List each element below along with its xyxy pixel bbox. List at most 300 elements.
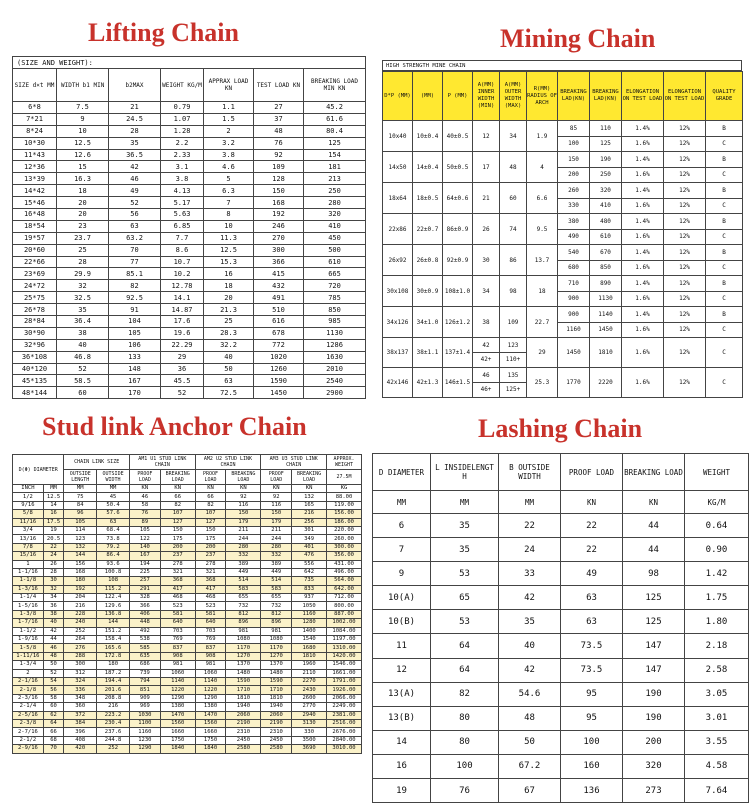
table-cell: 24 <box>43 552 64 560</box>
table-cell: 190 <box>623 706 685 730</box>
table-cell: 92 <box>254 149 304 161</box>
table-cell: 1470 <box>160 711 195 719</box>
table-cell: 11/16 <box>13 518 44 526</box>
column-header: WIDTH b1 MIN <box>57 69 109 102</box>
table-cell: 122 <box>129 535 160 543</box>
table-cell: 12% <box>664 152 706 168</box>
table-cell: 12% <box>664 291 706 307</box>
table-cell: 23.7 <box>57 232 109 244</box>
table-cell: C <box>706 260 743 276</box>
table-cell: 514 <box>261 577 292 585</box>
table-cell: 981 <box>261 627 292 635</box>
table-cell: 348 <box>64 694 97 702</box>
table-cell: 204 <box>64 594 97 602</box>
table-cell: 564.00 <box>327 577 362 585</box>
table-cell: 1810 <box>261 694 292 702</box>
table-row <box>13 669 362 677</box>
table-cell: 2430 <box>292 686 327 694</box>
table-cell: 38x137 <box>383 338 413 368</box>
table-cell: 1.6% <box>622 338 664 368</box>
table-cell: 417 <box>160 585 195 593</box>
table-cell: 42 <box>499 658 561 682</box>
lifting-chain-table <box>12 56 366 399</box>
table-cell: 108±1.0 <box>443 276 473 307</box>
table-cell: 10(A) <box>373 586 431 610</box>
table-cell: 288 <box>64 652 97 660</box>
table-header-row <box>13 69 366 102</box>
table-cell: 10*30 <box>13 137 57 149</box>
table-cell: 36.4 <box>57 316 109 328</box>
column-header: ELONGATION ON TEST LOAD <box>664 72 706 121</box>
table-cell: 837 <box>160 644 195 652</box>
table-row <box>13 568 362 576</box>
mining-chain-table <box>382 71 743 398</box>
table-cell: 26*78 <box>13 304 57 316</box>
table-cell: 22x86 <box>383 214 413 245</box>
table-cell: 2-1/4 <box>13 703 44 711</box>
table-cell: 833 <box>292 585 327 593</box>
table-cell: 1.4% <box>622 152 664 168</box>
table-cell: 324 <box>64 677 97 685</box>
table-units-row <box>13 485 362 493</box>
table-cell: 19 <box>373 779 431 803</box>
column-header: B OUTSIDE WIDTH <box>499 454 561 491</box>
table-cell: 18 <box>527 276 558 307</box>
table-cell: 48 <box>500 152 527 183</box>
table-cell: 332 <box>226 552 261 560</box>
table-cell: 24 <box>499 538 561 562</box>
table-cell: 12*36 <box>13 161 57 173</box>
table-cell: 147 <box>623 634 685 658</box>
table-cell-part: 125+ <box>505 386 521 393</box>
table-cell: 60 <box>43 703 64 711</box>
table-cell: 63 <box>561 586 623 610</box>
table-cell: 1630 <box>304 351 366 363</box>
table-cell: 278 <box>195 560 226 568</box>
table-cell: 63.2 <box>109 232 161 244</box>
table-cell: 32 <box>57 280 109 292</box>
table-cell: 230.4 <box>97 719 130 727</box>
table-cell: 13*39 <box>13 173 57 185</box>
table-cell: 8*24 <box>13 125 57 137</box>
table-cell: 320 <box>304 209 366 221</box>
table-cell: 194 <box>129 560 160 568</box>
table-cell: 1380 <box>195 703 226 711</box>
table-row <box>373 634 749 658</box>
table-cell: 63 <box>561 610 623 634</box>
table-cell: 7 <box>204 197 254 209</box>
table-cell: 2 <box>13 669 44 677</box>
table-cell-part: 42+ <box>480 356 492 363</box>
table-cell-part: 46+ <box>480 386 492 393</box>
table-cell: 900 <box>558 307 590 323</box>
table-cell: 732 <box>226 602 261 610</box>
table-cell: 116 <box>261 501 292 509</box>
table-cell: 11 <box>373 634 431 658</box>
table-cell: 250 <box>590 167 622 183</box>
table-row <box>13 232 366 244</box>
table-row <box>13 560 362 568</box>
table-cell: 366 <box>254 256 304 268</box>
table-cell: 680 <box>558 260 590 276</box>
table-cell: 321 <box>195 568 226 576</box>
table-cell: 490 <box>558 229 590 245</box>
table-row <box>383 214 743 230</box>
column-header: PROOF LOAD <box>561 454 623 491</box>
table-cell: C <box>706 198 743 214</box>
table-cell: 190 <box>590 152 622 168</box>
table-cell: 100 <box>561 730 623 754</box>
table-cell: 92.5 <box>109 292 161 304</box>
table-cell: 2580 <box>226 745 261 753</box>
table-cell: 896 <box>226 619 261 627</box>
stud-link-chain-table <box>12 454 362 754</box>
table-cell: 148 <box>109 363 161 375</box>
table-cell: 1.6% <box>622 198 664 214</box>
table-cell: 76 <box>129 510 160 518</box>
table-cell: 1660 <box>195 728 226 736</box>
table-cell: 44 <box>623 538 685 562</box>
table-cell: 420 <box>64 745 97 753</box>
table-cell: 213 <box>304 173 366 185</box>
table-cell: 300 <box>64 661 97 669</box>
table-cell: 13(A) <box>373 682 431 706</box>
table-cell: 70 <box>109 244 161 256</box>
column-header: AM2 U2 STUD LINK CHAIN <box>195 455 261 470</box>
table-cell: 200 <box>623 730 685 754</box>
table-cell: 19.6 <box>161 327 204 339</box>
table-cell: 264 <box>64 636 97 644</box>
table-cell: 175 <box>195 535 226 543</box>
table-caption-row <box>13 57 366 69</box>
table-cell: 1680 <box>292 644 327 652</box>
table-cell: 349 <box>292 535 327 543</box>
table-cell: 655 <box>261 594 292 602</box>
table-cell: 301 <box>292 526 327 534</box>
table-cell: 29 <box>527 338 558 368</box>
table-row <box>13 627 362 635</box>
table-cell: 26x92 <box>383 245 413 276</box>
table-cell: 812 <box>261 610 292 618</box>
table-cell: 12% <box>664 214 706 230</box>
table-cell: 3.55 <box>685 730 749 754</box>
table-cell: 45.2 <box>304 102 366 114</box>
table-cell: 34 <box>473 276 500 307</box>
table-row <box>13 292 366 304</box>
table-cell: 187.2 <box>97 669 130 677</box>
table-cell: 1230 <box>129 736 160 744</box>
table-cell: 366 <box>129 602 160 610</box>
table-cell: 82 <box>195 501 226 509</box>
table-cell: 523 <box>195 602 226 610</box>
table-cell: 13.7 <box>527 245 558 276</box>
table-cell: 132 <box>292 493 327 501</box>
table-cell: 514 <box>226 577 261 585</box>
table-cell: 389 <box>226 560 261 568</box>
table-cell: 7*21 <box>13 113 57 125</box>
table-cell: 125 <box>304 137 366 149</box>
table-cell: 38 <box>473 307 500 338</box>
table-cell: 18 <box>204 280 254 292</box>
table-cell: 52 <box>43 669 64 677</box>
table-cell: 53 <box>431 562 499 586</box>
table-cell: 22 <box>499 514 561 538</box>
table-cell: 150 <box>195 526 226 534</box>
table-cell: 300 <box>254 244 304 256</box>
column-header: A(MM) INNER WIDTH (MIN) <box>473 72 500 121</box>
table-cell: 2066.00 <box>327 694 362 702</box>
table-cell: 415 <box>254 268 304 280</box>
table-cell: 147 <box>623 658 685 682</box>
table-cell: 1280 <box>292 619 327 627</box>
table-cell: 18 <box>57 185 109 197</box>
table-cell: 4.13 <box>161 185 204 197</box>
table-row <box>13 594 362 602</box>
table-cell: 1.6% <box>622 136 664 152</box>
table-row <box>13 636 362 644</box>
table-cell: 88.00 <box>327 493 362 501</box>
table-cell: 40 <box>43 619 64 627</box>
table-cell: 21 <box>473 183 500 214</box>
table-cell: 64 <box>43 719 64 727</box>
table-row <box>13 644 362 652</box>
table-cell: 1286 <box>304 339 366 351</box>
table-cell: 12% <box>664 121 706 137</box>
table-cell: 115.2 <box>97 585 130 593</box>
table-cell: 158.4 <box>97 636 130 644</box>
table-cell: 1940 <box>261 703 292 711</box>
table-cell: 1-3/16 <box>13 585 44 593</box>
table-cell: 2540 <box>304 375 366 387</box>
table-cell: 77 <box>109 256 161 268</box>
table-cell: 616 <box>254 316 304 328</box>
table-cell: 86±0.9 <box>443 214 473 245</box>
table-row <box>373 658 749 682</box>
table-cell: 8.6 <box>161 244 204 256</box>
table-cell: 216 <box>97 703 130 711</box>
table-cell: 1-3/8 <box>13 610 44 618</box>
table-cell: 200 <box>558 167 590 183</box>
table-cell: 2.58 <box>685 658 749 682</box>
table-cell: 3/4 <box>13 526 44 534</box>
table-cell: 30±0.9 <box>413 276 443 307</box>
table-cell: 86 <box>500 245 527 276</box>
table-cell: 17.5 <box>43 518 64 526</box>
table-cell: 1270 <box>261 652 292 660</box>
table-cell: 13(B) <box>373 706 431 730</box>
table-row <box>13 161 366 173</box>
table-cell: 396 <box>64 728 97 736</box>
table-cell: 410 <box>304 220 366 232</box>
table-cell: 9.5 <box>527 214 558 245</box>
table-cell: 772 <box>254 339 304 351</box>
table-cell: 1840 <box>195 745 226 753</box>
table-cell: 1.4% <box>622 183 664 199</box>
table-cell: 1590 <box>261 677 292 685</box>
table-cell: 1160 <box>558 322 590 338</box>
table-cell-part: 46 <box>473 369 499 383</box>
table-cell: C <box>706 167 743 183</box>
table-cell: 50.4 <box>97 501 130 509</box>
table-cell: 581 <box>160 610 195 618</box>
table-cell: 63 <box>204 375 254 387</box>
table-cell: 64 <box>431 658 499 682</box>
table-cell: 330 <box>558 198 590 214</box>
table-cell: 91 <box>109 304 161 316</box>
table-row <box>13 543 362 551</box>
table-cell: 24.5 <box>109 113 161 125</box>
table-cell: 46 <box>129 493 160 501</box>
table-row <box>373 754 749 778</box>
table-cell: 17 <box>473 152 500 183</box>
table-cell: 150 <box>226 510 261 518</box>
lashing-chain-table <box>372 453 749 803</box>
table-cell: 37 <box>254 113 304 125</box>
table-cell: 20 <box>57 209 109 221</box>
table-cell: 54 <box>43 677 64 685</box>
table-cell: 11.3 <box>204 232 254 244</box>
table-cell: 360 <box>64 703 97 711</box>
table-cell: 5.63 <box>161 209 204 221</box>
table-cell: B <box>706 152 743 168</box>
table-cell: 201.6 <box>97 686 130 694</box>
column-header: ELONGATION ON TEST LOAD <box>622 72 664 121</box>
column-subheader: BREAKING LOAD <box>160 470 195 485</box>
table-cell: 48 <box>499 706 561 730</box>
table-cell: 20 <box>57 197 109 209</box>
table-cell: 80 <box>431 706 499 730</box>
table-row <box>373 779 749 803</box>
table-cell: 276 <box>64 644 97 652</box>
table-cell: 126±1.2 <box>443 307 473 338</box>
table-cell: 125 <box>590 136 622 152</box>
table-cell: 401 <box>292 543 327 551</box>
table-cell: 46.8 <box>57 351 109 363</box>
table-cell: 2381.00 <box>327 711 362 719</box>
table-cell: 48 <box>43 652 64 660</box>
table-cell: 1400 <box>292 627 327 635</box>
table-cell: 417 <box>195 585 226 593</box>
table-cell: 480 <box>590 214 622 230</box>
table-row <box>383 276 743 292</box>
table-cell: 3.8 <box>161 173 204 185</box>
table-cell: 32.2 <box>204 339 254 351</box>
table-cell: 336 <box>64 686 97 694</box>
table-cell: 151.2 <box>97 627 130 635</box>
table-cell: 1-5/16 <box>13 602 44 610</box>
table-cell: 132 <box>64 543 97 551</box>
column-header: A(MM) OUTER WIDTH (MAX) <box>500 72 527 121</box>
table-cell: 1-3/4 <box>13 661 44 669</box>
table-cell: 136.8 <box>97 610 130 618</box>
table-cell: 2270 <box>292 677 327 685</box>
table-cell: 14.87 <box>161 304 204 316</box>
table-cell: 260.00 <box>327 535 362 543</box>
table-cell: 22 <box>43 543 64 551</box>
table-row <box>13 510 362 518</box>
table-cell: 14 <box>373 730 431 754</box>
table-cell: 12% <box>664 136 706 152</box>
column-header: SIZE d×t MM <box>13 69 57 102</box>
table-cell: 19*57 <box>13 232 57 244</box>
table-row <box>373 730 749 754</box>
table-cell: 2-7/16 <box>13 728 44 736</box>
table-cell: 1160 <box>129 728 160 736</box>
table-cell: 1450 <box>254 387 304 399</box>
table-row <box>13 694 362 702</box>
table-cell: 150 <box>254 185 304 197</box>
table-cell: 64±0.6 <box>443 183 473 214</box>
column-header: L INSIDELENGT H <box>431 454 499 491</box>
table-cell: 665 <box>304 268 366 280</box>
table-row <box>13 745 362 753</box>
table-cell: 165 <box>292 501 327 509</box>
table-cell: 890 <box>590 276 622 292</box>
table-cell: 380 <box>558 214 590 230</box>
table-cell: 240 <box>64 619 97 627</box>
table-cell: 19 <box>43 526 64 534</box>
column-unit: INCH <box>13 485 44 493</box>
table-cell: 1-7/16 <box>13 619 44 627</box>
table-cell: 36*108 <box>13 351 57 363</box>
table-cell: 1170 <box>261 644 292 652</box>
table-cell: 144 <box>64 552 97 560</box>
table-cell: 53 <box>431 610 499 634</box>
table-cell: 45*135 <box>13 375 57 387</box>
table-cell: 136 <box>561 779 623 803</box>
table-cell: 3.05 <box>685 682 749 706</box>
table-cell: 1370 <box>261 661 292 669</box>
table-cell: 28*84 <box>13 316 57 328</box>
table-cell: 50 <box>43 661 64 669</box>
table-cell: 3500 <box>292 736 327 744</box>
table-cell: 22*66 <box>13 256 57 268</box>
table-cell: 837 <box>195 644 226 652</box>
table-cell: 2840.00 <box>327 736 362 744</box>
table-cell: 1420.00 <box>327 652 362 660</box>
table-cell: 1810 <box>590 338 622 368</box>
table-cell: 1.4% <box>622 307 664 323</box>
table-cell: 28.3 <box>204 327 254 339</box>
table-row <box>13 351 366 363</box>
table-cell: 1140 <box>195 677 226 685</box>
table-cell: 2-5/16 <box>13 711 44 719</box>
column-unit: KN <box>160 485 195 493</box>
table-cell: 45.5 <box>161 375 204 387</box>
column-subheader: PROOF LOAD <box>261 470 292 485</box>
table-cell: 1160 <box>292 610 327 618</box>
table-cell: 133 <box>109 351 161 363</box>
table-cell: 321 <box>160 568 195 576</box>
table-cell: 194.4 <box>97 677 130 685</box>
table-cell: 735 <box>292 577 327 585</box>
table-cell: 96 <box>64 510 97 518</box>
table-cell: 491 <box>254 292 304 304</box>
table-cell: 2770 <box>292 703 327 711</box>
table-cell: 332 <box>261 552 292 560</box>
table-row <box>373 706 749 730</box>
table-cell: 500 <box>304 244 366 256</box>
table-cell: B <box>706 245 743 261</box>
table-cell: 140 <box>129 543 160 551</box>
table-cell: 22 <box>561 538 623 562</box>
table-cell: 981 <box>226 627 261 635</box>
table-cell <box>473 338 500 368</box>
column-subheader: OUTSIDE LENGTH <box>64 470 97 485</box>
table-row <box>13 268 366 280</box>
table-cell: 12% <box>664 198 706 214</box>
table-cell: 10±0.4 <box>413 121 443 152</box>
